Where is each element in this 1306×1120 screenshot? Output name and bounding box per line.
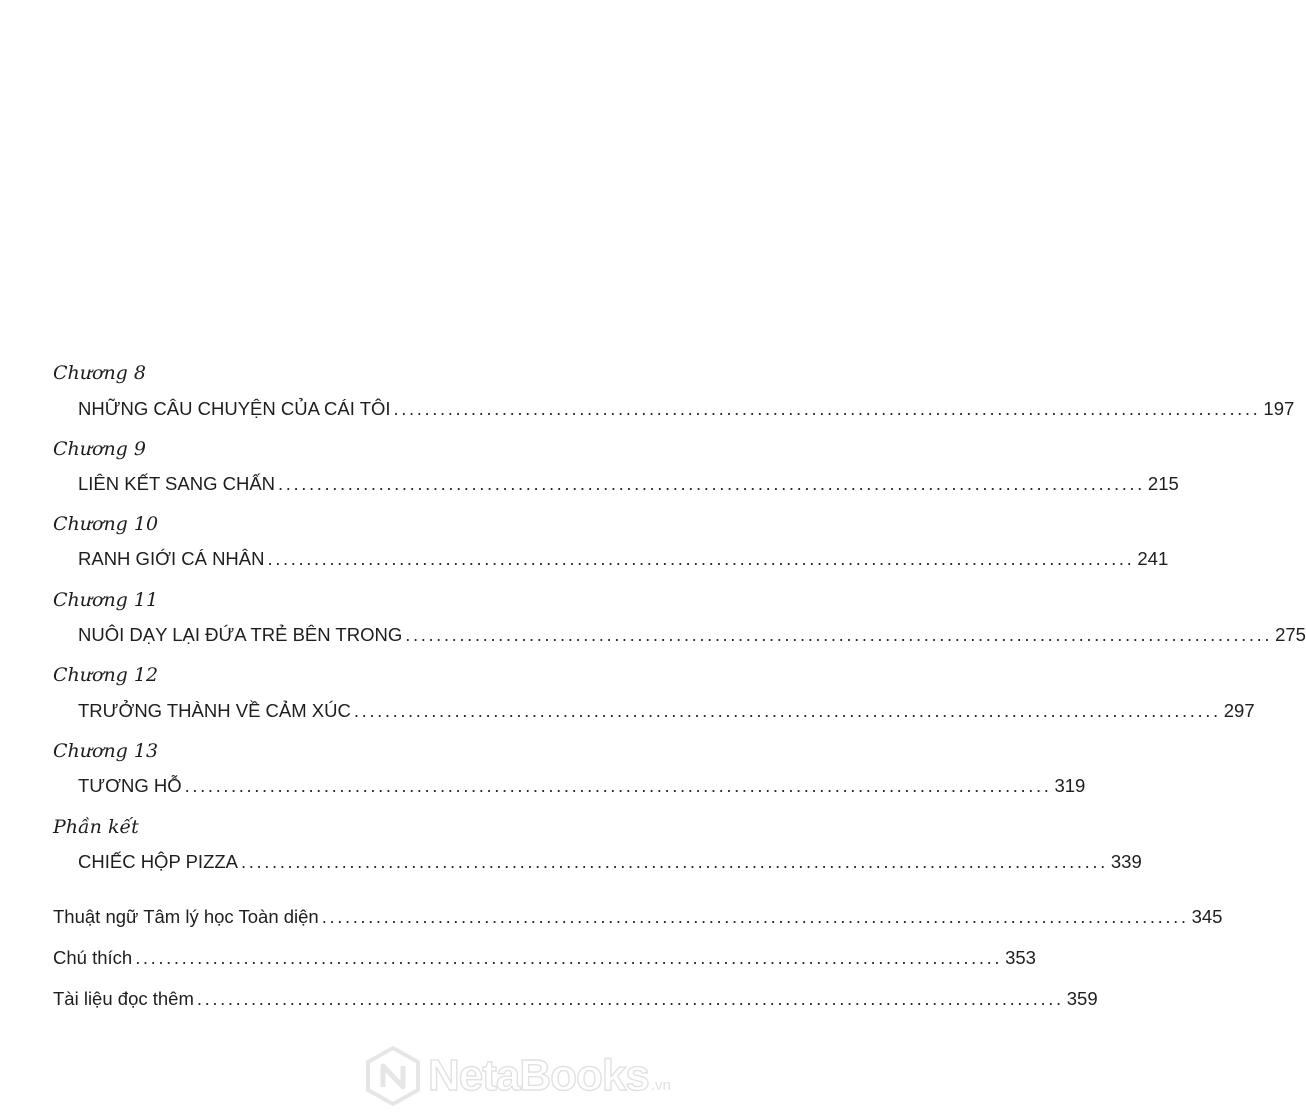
entry-page-number: 197 [1263, 398, 1295, 419]
entry-page-number: 319 [1054, 775, 1086, 796]
entry-page-number: 359 [1066, 988, 1098, 1009]
dot-leader: ................................................................................................................ [241, 851, 1108, 872]
toc-entry-notes[interactable] [53, 946, 1036, 970]
toc-entry-chapter-10[interactable] [78, 547, 1169, 571]
entry-title: CHIẾC HỘP PIZZA [78, 851, 239, 872]
netabooks-watermark [364, 1044, 694, 1108]
chapter-10-label: Chương 10 [53, 513, 159, 535]
entry-title: RANH GIỚI CÁ NHÂN [78, 548, 265, 569]
entry-page-number: 345 [1191, 906, 1223, 927]
entry-page-number: 353 [1005, 947, 1036, 968]
dot-leader: ................................................................................................................ [393, 398, 1261, 419]
watermark-brand: NetaBooks [428, 1051, 649, 1100]
dot-leader: ................................................................................................................ [267, 548, 1135, 569]
entry-title: NHỮNG CÂU CHUYỆN CỦA CÁI TÔI [78, 398, 391, 419]
toc-entry-chapter-13[interactable] [78, 774, 1086, 798]
dot-leader: ................................................................................................................ [405, 624, 1273, 645]
netabooks-logo-icon [364, 1045, 422, 1107]
toc-entry-epilogue[interactable] [78, 850, 1142, 874]
chapter-13-label: Chương 13 [53, 740, 159, 762]
dot-leader: ................................................................................................................ [135, 947, 1003, 968]
watermark-suffix: .vn [650, 1076, 671, 1094]
entry-page-number: 275 [1275, 624, 1306, 645]
entry-page-number: 339 [1110, 851, 1142, 872]
entry-title: Thuật ngữ Tâm lý học Toàn diện [53, 906, 319, 927]
toc-entry-chapter-11[interactable] [78, 623, 1306, 647]
entry-title: NUÔI DẠY LẠI ĐỨA TRẺ BÊN TRONG [78, 624, 403, 645]
epilogue-label: Phần kết [53, 816, 139, 838]
entry-page-number: 215 [1147, 473, 1179, 494]
chapter-12-label: Chương 12 [53, 664, 159, 686]
toc-entry-chapter-9[interactable] [78, 472, 1179, 496]
toc-entry-further-reading[interactable] [53, 987, 1098, 1011]
dot-leader: ................................................................................................................ [184, 775, 1052, 796]
toc-entry-chapter-12[interactable] [78, 699, 1255, 723]
entry-title: Chú thích [53, 947, 133, 968]
entry-title: TƯƠNG HỖ [78, 775, 182, 796]
entry-page-number: 241 [1137, 548, 1169, 569]
entry-page-number: 297 [1223, 700, 1255, 721]
entry-title: TRƯỞNG THÀNH VỀ CẢM XÚC [78, 700, 351, 721]
chapter-11-label: Chương 11 [53, 589, 159, 611]
dot-leader: ................................................................................................................ [278, 473, 1145, 494]
dot-leader: ................................................................................................................ [321, 906, 1189, 927]
entry-title: Tài liệu đọc thêm [53, 988, 194, 1009]
chapter-9-label: Chương 9 [53, 438, 146, 460]
dot-leader: ................................................................................................................ [196, 988, 1064, 1009]
entry-title: LIÊN KẾT SANG CHẤN [78, 473, 276, 494]
toc-entry-glossary[interactable] [53, 905, 1223, 929]
dot-leader: ................................................................................................................ [353, 700, 1221, 721]
chapter-8-label: Chương 8 [53, 362, 146, 384]
toc-entry-chapter-8[interactable] [78, 397, 1295, 421]
